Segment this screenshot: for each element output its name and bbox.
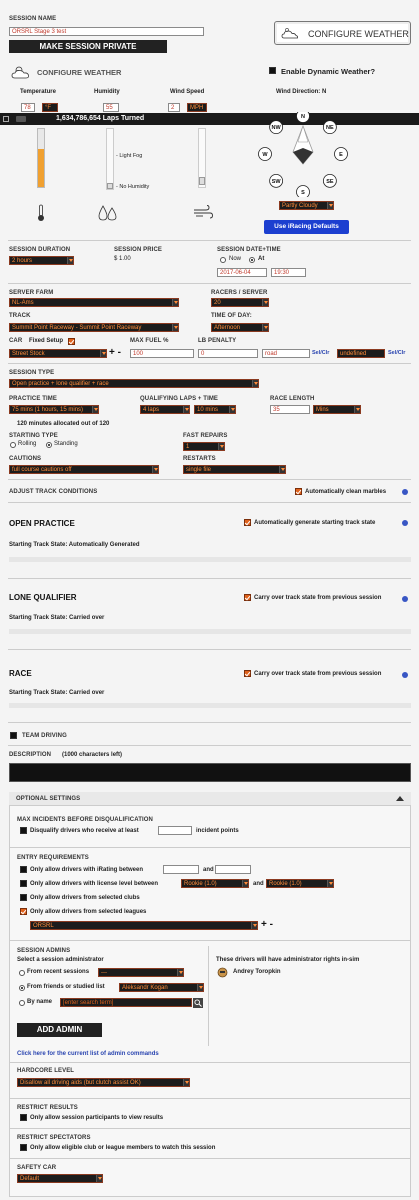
admins-divider <box>208 946 209 1046</box>
water-drops-icon <box>97 204 119 222</box>
irating-and-label: and <box>203 867 214 873</box>
track-label: TRACK <box>9 313 31 319</box>
restrict-results-label: RESTRICT RESULTS <box>17 1105 78 1111</box>
divider <box>8 722 411 723</box>
compass-se-label: SE <box>326 178 334 185</box>
license-from-select[interactable]: Rookie (1.0) <box>181 879 249 888</box>
compass-e-label: E <box>339 152 343 158</box>
divider <box>8 502 411 503</box>
fast-repairs-select[interactable]: 1 <box>183 442 225 451</box>
track-state-slider[interactable] <box>9 629 411 634</box>
temperature-unit-select[interactable]: °F <box>42 103 58 112</box>
rolling-radio[interactable] <box>10 442 16 448</box>
humidity-slider[interactable] <box>106 128 114 190</box>
divider <box>8 283 411 284</box>
laps-turned-text: 1,634,786,654 Laps Turned <box>56 115 145 122</box>
collapse-icon[interactable] <box>396 796 404 801</box>
divider <box>10 1098 410 1099</box>
license-label: Only allow drivers with license level between <box>30 881 159 887</box>
track-state-slider[interactable] <box>9 703 411 708</box>
wind-speed-input[interactable]: 2 <box>168 103 180 112</box>
qualifying-time-select[interactable]: 10 mins <box>194 405 236 414</box>
select-admin-label: Select a session administrator <box>17 957 104 963</box>
divider <box>10 1158 410 1159</box>
qualifying-label: QUALIFYING LAPS + TIME <box>140 396 219 402</box>
divider <box>8 479 411 480</box>
humidity-label: Humidity <box>94 89 120 95</box>
info-icon[interactable] <box>402 596 408 602</box>
cloud-sun-icon <box>281 27 299 40</box>
adjust-track-label: ADJUST TRACK CONDITIONS <box>9 489 98 495</box>
description-textarea[interactable] <box>9 763 411 782</box>
temperature-input[interactable]: 78 <box>21 103 35 112</box>
recent-sessions-select[interactable]: --- <box>98 968 184 977</box>
irating-min-input[interactable] <box>163 865 199 874</box>
restarts-label: RESTARTS <box>183 456 216 462</box>
restrict-results-checkbox[interactable] <box>20 1114 27 1121</box>
divider <box>8 745 411 746</box>
team-driving-label: TEAM DRIVING <box>22 733 67 739</box>
divider <box>8 578 411 579</box>
humidity-input[interactable]: 55 <box>103 103 119 112</box>
description-label: DESCRIPTION <box>9 752 52 758</box>
sel-clr-link-2[interactable]: Sel/Clr <box>388 350 406 356</box>
optional-settings-title: OPTIONAL SETTINGS <box>16 796 81 802</box>
laps-overlay-bar <box>0 113 419 125</box>
fast-repairs-label: FAST REPAIRS <box>183 433 228 439</box>
race-carry-over-checkbox[interactable] <box>244 670 251 677</box>
admin-name[interactable]: Andrey Toropkin <box>233 969 281 975</box>
fog-none-label: - No Humidity <box>116 184 150 190</box>
divider <box>8 240 411 241</box>
overlay-close-icon[interactable] <box>3 116 9 122</box>
wind-direction-compass[interactable] <box>253 112 353 197</box>
practice-time-select[interactable]: 75 mins (1 hours, 15 mins) <box>9 405 99 414</box>
friends-label: From friends or studied list <box>27 984 105 990</box>
leagues-label: Only allow drivers from selected leagues <box>30 909 147 915</box>
setup-input[interactable]: road <box>262 349 310 358</box>
lone-qualifier-state: Starting Track State: Carried over <box>9 615 105 621</box>
datetime-at-label: At <box>258 256 265 262</box>
temperature-slider[interactable] <box>37 128 45 188</box>
lb-penalty-input[interactable]: 0 <box>198 349 258 358</box>
cautions-label: CAUTIONS <box>9 456 42 462</box>
safety-car-label: SAFETY CAR <box>17 1165 57 1171</box>
license-checkbox[interactable] <box>20 880 27 887</box>
disqualify-checkbox[interactable] <box>20 827 27 834</box>
sky-select[interactable]: Partly Cloudy <box>279 201 334 210</box>
time-of-day-label: TIME OF DAY: <box>211 313 252 319</box>
license-and-label: and <box>253 881 264 887</box>
wind-direction-label: Wind Direction: N <box>276 89 327 95</box>
datetime-at-radio[interactable] <box>249 257 255 263</box>
track-select[interactable]: Summit Point Raceway - Summit Point Raceway <box>9 323 179 332</box>
dynamic-weather-checkbox[interactable] <box>269 67 276 74</box>
search-icon[interactable] <box>193 998 203 1008</box>
thermometer-icon <box>36 204 46 222</box>
info-icon[interactable] <box>402 520 408 526</box>
race-length-input[interactable]: 35 <box>270 405 310 414</box>
auto-marbles-label: Automatically clean marbles <box>305 489 387 495</box>
max-fuel-input[interactable]: 100 <box>130 349 194 358</box>
wind-speed-label: Wind Speed <box>170 89 205 95</box>
recent-sessions-label: From recent sessions <box>27 969 90 975</box>
irating-max-input[interactable] <box>215 865 251 874</box>
safety-car-select[interactable]: Default <box>17 1174 103 1183</box>
race-length-label: RACE LENGTH <box>270 396 315 402</box>
license-to-select[interactable]: Rookie (1.0) <box>266 879 334 888</box>
entry-requirements-label: ENTRY REQUIREMENTS <box>17 855 89 861</box>
hardcore-level-label: HARDCORE LEVEL <box>17 1068 75 1074</box>
rolling-label: Rolling <box>18 441 37 447</box>
divider <box>8 649 411 650</box>
open-practice-state: Starting Track State: Automatically Generated <box>9 542 140 548</box>
lone-qualifier-title: LONE QUALIFIER <box>9 593 77 602</box>
temperature-label: Temperature <box>20 89 56 95</box>
session-datetime-label: SESSION DATE+TIME <box>217 247 281 253</box>
configure-weather-label: CONFIGURE WEATHER <box>308 29 409 39</box>
server-farm-select[interactable]: NL-Ams <box>9 298 179 307</box>
standing-label: Standing <box>54 441 78 447</box>
session-name-input[interactable]: ORSRL Stage 3 test <box>9 27 204 36</box>
race-state: Starting Track State: Carried over <box>9 690 105 696</box>
car-select[interactable]: Street Stock <box>9 349 107 358</box>
by-name-label: By name <box>27 999 53 1005</box>
session-admins-label: SESSION ADMINS <box>17 948 71 954</box>
practice-time-label: PRACTICE TIME <box>9 396 57 402</box>
auto-gen-state-label: Automatically generate starting track state <box>254 520 376 526</box>
incident-points-input[interactable] <box>158 826 192 835</box>
by-name-search-input[interactable]: [enter search term] <box>60 998 192 1007</box>
compass-w-label: W <box>262 152 268 158</box>
admin-commands-link[interactable]: Click here for the current list of admin commands <box>17 1051 159 1057</box>
helmet-icon <box>217 967 228 978</box>
compass-ne-label: NE <box>326 125 334 132</box>
date-input[interactable]: 2017-06-04 <box>217 268 267 277</box>
restrict-results-text: Only allow session participants to view results <box>30 1115 164 1121</box>
server-farm-label: SERVER FARM <box>9 290 54 296</box>
hardcore-level-select[interactable]: Disallow all driving aids (but clutch assist OK) <box>17 1078 190 1087</box>
car-label: CAR <box>9 338 23 344</box>
divider <box>8 363 411 364</box>
restrict-spectators-label: RESTRICT SPECTATORS <box>17 1135 91 1141</box>
friends-radio[interactable] <box>19 985 25 991</box>
restarts-select[interactable]: single file <box>183 465 286 474</box>
divider <box>10 1128 410 1129</box>
allocated-text: 120 minutes allocated out of 120 <box>17 421 110 427</box>
session-type-label: SESSION TYPE <box>9 370 55 376</box>
datetime-now-label: Now <box>229 256 242 262</box>
irating-checkbox[interactable] <box>20 866 27 873</box>
auto-marbles-checkbox[interactable] <box>295 488 302 495</box>
compass-s-label: S <box>301 190 305 196</box>
compass-n-label: N <box>301 114 305 120</box>
session-duration-select[interactable]: 2 hours <box>9 256 74 265</box>
weather-title: CONFIGURE WEATHER <box>37 68 122 77</box>
configure-weather-button[interactable] <box>274 21 411 45</box>
team-driving-checkbox[interactable] <box>10 732 17 739</box>
race-carry-over-label: Carry over track state from previous session <box>254 671 382 677</box>
racers-label: RACERS / SERVER <box>211 290 268 296</box>
compass-sw-label: SW <box>271 178 281 185</box>
add-admin-button[interactable]: ADD ADMIN <box>17 1023 102 1037</box>
session-price-label: SESSION PRICE <box>114 247 162 253</box>
session-name-label: SESSION NAME <box>9 16 57 22</box>
cautions-select[interactable]: full course cautions off <box>9 465 159 474</box>
incident-points-label: incident points <box>196 828 239 834</box>
league-select[interactable]: ORSRL <box>30 921 258 930</box>
session-duration-label: SESSION DURATION <box>9 247 71 253</box>
league-add-remove-icon[interactable]: + - <box>261 919 273 930</box>
wind-speed-slider[interactable] <box>198 128 206 188</box>
fixed-setup-label: Fixed Setup <box>29 338 64 344</box>
disqualify-label: Disqualify drivers who receive at least <box>30 828 139 834</box>
optional-settings-header[interactable] <box>9 792 411 806</box>
max-incidents-label: MAX INCIDENTS BEFORE DISQUALIFICATION <box>17 817 153 823</box>
dynamic-weather-label: Enable Dynamic Weather? <box>281 67 376 76</box>
lone-carry-over-checkbox[interactable] <box>244 594 251 601</box>
irating-label: Only allow drivers with iRating between <box>30 867 144 873</box>
racers-select[interactable]: 20 <box>211 298 269 307</box>
qualifying-laps-select[interactable]: 4 laps <box>140 405 190 414</box>
iracing-defaults-button[interactable]: Use iRacing Defaults <box>264 220 349 234</box>
car-add-remove-icon[interactable]: + - <box>109 347 121 358</box>
info-icon[interactable] <box>402 672 408 678</box>
divider <box>10 847 410 848</box>
standing-radio[interactable] <box>46 442 52 448</box>
time-input[interactable]: 19:30 <box>271 268 306 277</box>
friends-select[interactable]: Aleksandr Kogan <box>119 983 204 992</box>
compass-nw-label: NW <box>271 125 281 132</box>
weather-cloud-icon <box>11 65 33 79</box>
time-of-day-select[interactable]: Afternoon <box>211 323 269 332</box>
race-length-unit-select[interactable]: Mins <box>313 405 361 414</box>
clubs-label: Only allow drivers from selected clubs <box>30 895 140 901</box>
divider <box>10 1062 410 1063</box>
admin-rights-text: These drivers will have administrator rights in-sim <box>216 957 360 963</box>
lb-penalty-label: LB PENALTY <box>198 338 237 344</box>
fixed-setup-checkbox[interactable] <box>68 338 75 345</box>
wind-unit-select[interactable]: MPH <box>187 103 207 112</box>
restrict-spectators-checkbox[interactable] <box>20 1144 27 1151</box>
race-title: RACE <box>9 669 32 678</box>
info-icon[interactable] <box>402 489 408 495</box>
auto-gen-state-checkbox[interactable] <box>244 519 251 526</box>
sel-clr-link[interactable]: Sel/Clr <box>312 350 330 356</box>
session-price-value: $ 1.00 <box>114 256 131 262</box>
wind-icon <box>193 205 213 219</box>
fog-light-label: - Light Fog <box>116 153 143 159</box>
track-state-slider[interactable] <box>9 557 411 562</box>
divider <box>10 940 410 941</box>
restrict-spectators-text: Only allow eligible club or league members to watch this session <box>30 1145 216 1151</box>
description-hint: (1000 characters left) <box>62 752 123 758</box>
overlay-logo-icon <box>16 116 26 122</box>
make-private-button[interactable]: MAKE SESSION PRIVATE <box>9 40 167 53</box>
leagues-checkbox[interactable] <box>20 908 27 915</box>
max-fuel-label: MAX FUEL % <box>130 338 169 344</box>
recent-sessions-radio[interactable] <box>19 970 25 976</box>
open-practice-title: OPEN PRACTICE <box>9 519 75 528</box>
starting-type-label: STARTING TYPE <box>9 433 58 439</box>
undefined-select[interactable]: undefined <box>337 349 385 358</box>
datetime-now-radio[interactable] <box>220 257 226 263</box>
clubs-checkbox[interactable] <box>20 894 27 901</box>
session-type-select[interactable]: Open practice + lone qualifier + race <box>9 379 259 388</box>
lone-carry-over-label: Carry over track state from previous session <box>254 595 382 601</box>
by-name-radio[interactable] <box>19 1000 25 1006</box>
